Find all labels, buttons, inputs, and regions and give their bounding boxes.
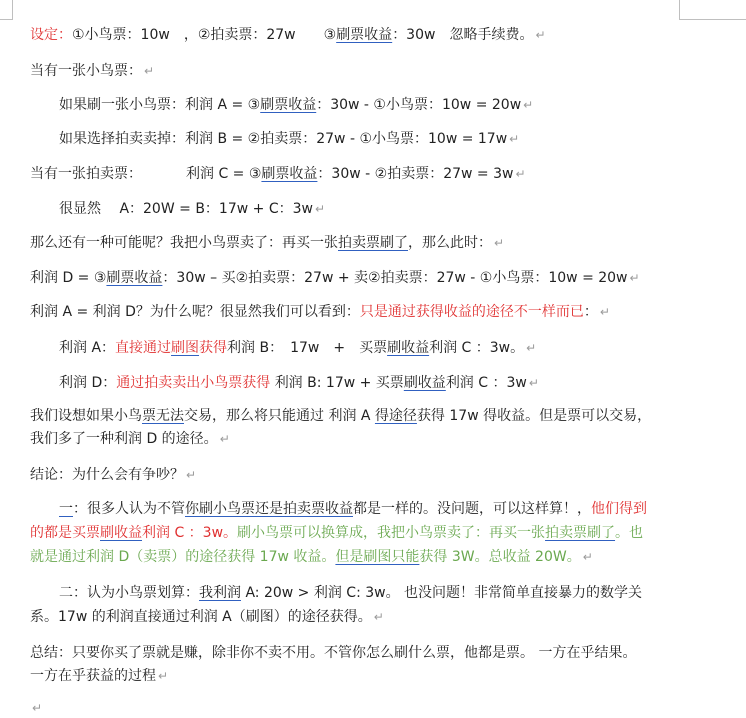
green-text: 就是通过利润 D（卖票）的途径获得 17w 收益。 — [30, 549, 336, 565]
text: 如果刷一张小鸟票：利润 A = ③ — [59, 97, 261, 113]
text: ：很多人认为不管 — [73, 501, 185, 517]
paragraph-mark: ↵ — [494, 236, 505, 250]
text-line — [59, 499, 647, 519]
paragraph-mark: ↵ — [535, 28, 546, 42]
text-line — [30, 547, 593, 567]
text: 利润 D： — [59, 375, 117, 391]
text-line — [30, 523, 643, 543]
text: 很显然 A：20W = B：17w + C：3w — [59, 201, 313, 217]
text-line — [30, 233, 504, 253]
crop-mark-top-right-v — [679, 0, 680, 20]
text-line — [30, 164, 526, 184]
text: 如果选择拍卖卖掉：利润 B = ②拍卖票：27w - ①小鸟票：10w = 17w — [59, 131, 508, 147]
text: ①小鸟票：10w ，②拍卖票：27w ③ — [72, 27, 337, 43]
text: ，那么此时： — [408, 235, 492, 251]
paragraph-mark: ↵ — [599, 305, 610, 319]
text-line — [30, 61, 154, 81]
paragraph-mark: ↵ — [158, 669, 169, 683]
underlined-text: 票无法 — [142, 408, 184, 424]
text-line — [30, 643, 636, 663]
text: 利润 C ：3w。 — [429, 340, 525, 356]
underlined-text: 刷票收益 — [261, 166, 318, 182]
green-text: 。也 — [615, 525, 644, 541]
green-underlined-text: 但是刷图只能 — [335, 549, 420, 565]
text: 交易，那么将只能通过 利润 A — [184, 408, 375, 424]
text: 利润 B: 17w + 买票 — [274, 375, 404, 391]
text-line — [30, 607, 384, 627]
text: 利润 D = ③ — [30, 270, 107, 286]
text: 利润 A = 利润 D？为什么呢？很显然我们可以看到： — [30, 304, 360, 320]
paragraph-mark: ↵ — [526, 341, 537, 355]
text: 二：认为小鸟票划算： — [59, 585, 199, 601]
underlined-text: 得途径 — [374, 408, 417, 424]
paragraph-mark: ↵ — [523, 98, 534, 112]
text: A: 20w > 利润 C: 3w。 也没问题！非常简单直接暴力的数学关 — [241, 585, 643, 601]
paragraph-mark: ↵ — [373, 610, 384, 624]
paragraph-mark: ↵ — [629, 271, 640, 285]
paragraph-mark: ↵ — [219, 432, 230, 446]
settings-line — [30, 25, 546, 45]
text-line — [59, 199, 325, 219]
red-text: 只是通过获得收益的途径不一样而已 — [359, 304, 584, 320]
text-line — [59, 129, 519, 149]
underlined-text: 刷收益 — [387, 340, 430, 356]
red-text: 他们得到 — [591, 501, 647, 517]
paragraph-mark: ↵ — [32, 701, 43, 715]
text: ：30w - ②拍卖票：27w = 3w — [317, 166, 514, 182]
text: 结论：为什么会有争吵？ — [30, 467, 184, 483]
red-text: 利润 C ：3w。 — [142, 525, 238, 541]
text-line — [30, 465, 196, 485]
text-line — [30, 406, 651, 426]
paragraph-mark: ↵ — [509, 132, 520, 146]
text: 利润 C = ③ — [186, 166, 262, 182]
text-line — [30, 429, 230, 449]
text: ： — [583, 304, 598, 320]
underlined-text: 刷票收益 — [106, 270, 163, 286]
green-underlined-text: 拍卖票刷了 — [545, 525, 616, 541]
text: 当有一张小鸟票： — [30, 63, 142, 79]
text: 那么还有一种可能呢？我把小鸟票卖了：再买一张 — [30, 235, 338, 251]
paragraph-mark: ↵ — [144, 64, 155, 78]
text: 都是一样的。没问题，可以这样算！， — [353, 501, 591, 517]
text-line — [59, 373, 539, 393]
text-line — [59, 338, 536, 358]
underlined-text: 我利润 — [199, 585, 241, 601]
text: 当有一张拍卖票： — [30, 166, 142, 182]
text-line — [59, 583, 642, 603]
red-text: 直接通过 — [115, 340, 172, 356]
red-underlined-text: 刷收益 — [100, 525, 142, 541]
text-line — [59, 95, 533, 115]
text: 一方在乎获益的过程 — [30, 668, 156, 684]
green-text: 刷小鸟票可以换算成，我把小鸟票卖了：再买一张 — [237, 525, 546, 541]
crop-mark-top-right-h — [679, 19, 746, 20]
text-line — [30, 268, 640, 288]
red-text: 通过拍卖卖出小鸟票获得 — [116, 375, 271, 391]
red-underlined-text: 刷图 — [171, 340, 200, 356]
text: ：30w – 买②拍卖票：27w + 卖②拍卖票：27w - ①小鸟票：10w = 20w — [162, 270, 628, 286]
underlined-text: 刷票收益 — [260, 97, 317, 113]
red-text: 获得 — [199, 340, 228, 356]
text: ：30w - ①小鸟票：10w = 20w — [316, 97, 522, 113]
paragraph-mark: ↵ — [515, 167, 526, 181]
underlined-text: 拍卖票刷了 — [338, 235, 408, 251]
text-line — [30, 666, 168, 686]
paragraph-mark: ↵ — [582, 550, 593, 564]
paragraph-mark: ↵ — [314, 202, 326, 216]
text: 获得 17w 得收益。但是票可以交易， — [416, 408, 652, 424]
underlined-text: 你刷小鸟票还是拍卖票收益 — [185, 501, 353, 517]
text: 利润 B： 17w + 买票 — [227, 340, 388, 356]
text: 利润 A： — [59, 340, 116, 356]
text: 我们设想如果小鸟 — [30, 408, 142, 424]
text-line — [30, 302, 610, 322]
underlined-text: 刷票收益 — [336, 27, 393, 43]
empty-paragraph — [30, 698, 42, 718]
text: 系。17w 的利润直接通过利润 A（刷图）的途径获得。 — [30, 609, 372, 625]
underlined-text: 一 — [59, 501, 73, 517]
underlined-text: 刷收益 — [403, 375, 446, 391]
text: 利润 C ：3w — [445, 375, 527, 391]
text: 我们多了一种利润 D 的途径。 — [30, 431, 218, 447]
text: ：30w 忽略手续费。 — [392, 27, 534, 43]
crop-mark-top-left-h — [0, 19, 12, 20]
green-text: 获得 3W。总收益 20W。 — [419, 549, 581, 565]
settings-label: 设定： — [30, 27, 72, 43]
paragraph-mark: ↵ — [186, 468, 197, 482]
crop-mark-top-left-v — [12, 0, 13, 20]
paragraph-mark: ↵ — [528, 376, 539, 390]
text: 总结：只要你买了票就是赚，除非你不卖不用。不管你怎么刷什么票，他都是票。 一方在乎结果。 — [30, 645, 637, 661]
red-text: 的都是买票 — [30, 525, 100, 541]
